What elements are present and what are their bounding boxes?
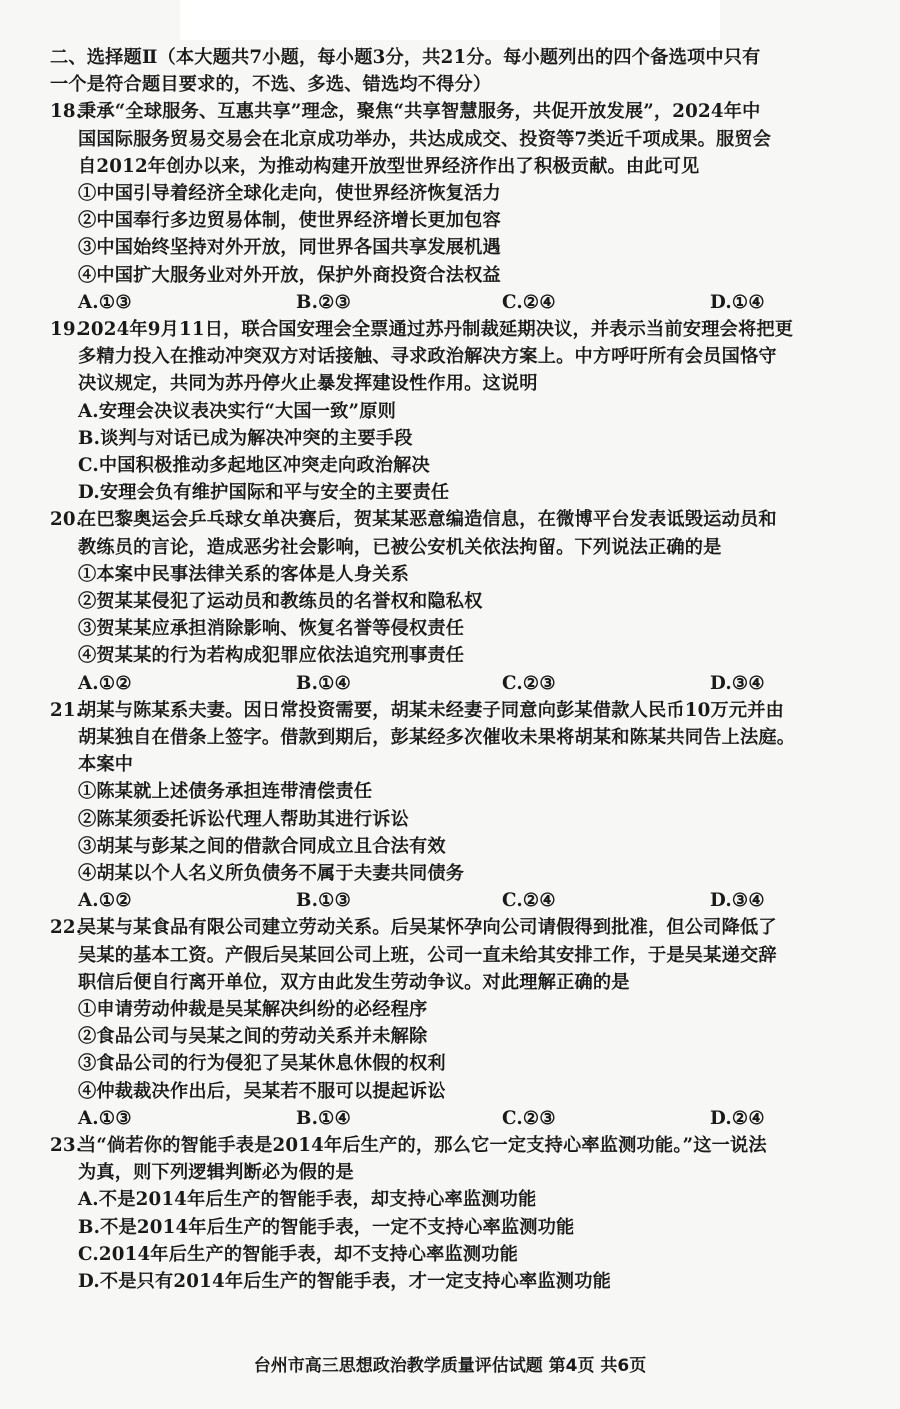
answer-choice-c[interactable]: C.②④ [502, 890, 556, 912]
answer-choice-a[interactable]: A.①② [78, 672, 132, 694]
question-stem [50, 697, 880, 779]
option-item: ②中国奉行多边贸易体制，使世界经济增长更加包容 [78, 210, 501, 232]
option-item: C.2014年后生产的智能手表，却不支持心率监测功能 [78, 1243, 519, 1265]
question-stem-line: 国国际服务贸易交易会在北京成功举办，共达成成交、投资等7类近千项成果。服贸会 [78, 128, 772, 150]
option-item: ①中国引导着经济全球化走向，使世界经济恢复活力 [78, 183, 501, 205]
question-stem-text: 秉承“全球服务、互惠共享”理念，聚焦“共享智慧服务，共促开放发展”，2024年中 [78, 101, 761, 123]
answer-choice-c[interactable]: C.②③ [502, 1107, 556, 1129]
option-item: ①本案中民事法律关系的客体是人身关系 [78, 563, 409, 585]
question-stem-line: 吴某的基本工资。产假后吴某回公司上班，公司一直未给其安排工作，于是吴某递交辞 [78, 944, 777, 966]
option-item: ②食品公司与吴某之间的劳动关系并未解除 [78, 1026, 428, 1048]
option-item: A.不是2014年后生产的智能手表，却支持心率监测功能 [78, 1189, 537, 1211]
option-item: ③食品公司的行为侵犯了吴某休息休假的权利 [78, 1053, 446, 1075]
question-stem-line: 教练员的言论，造成恶劣社会影响，已被公安机关依法拘留。下列说法正确的是 [78, 536, 722, 558]
question-stem-text: 2024年9月11日，联合国安理会全票通过苏丹制裁延期决议，并表示当前安理会将把更 [78, 319, 794, 341]
answer-choice-a[interactable]: A.①③ [78, 1107, 132, 1129]
answer-choices [78, 1105, 880, 1132]
question-21 [50, 697, 880, 915]
option-item: D.不是只有2014年后生产的智能手表，才一定支持心率监测功能 [78, 1271, 611, 1293]
question-stem-first-line [50, 506, 880, 533]
option-item: ③贺某某应承担消除影响、恢复名誉等侵权责任 [78, 618, 465, 640]
scan-top-band [180, 0, 720, 40]
option-item: ④中国扩大服务业对外开放，保护外商投资合法权益 [78, 264, 501, 286]
option-item: D.安理会负有维护国际和平与安全的主要责任 [78, 482, 450, 504]
question-number: 22. [50, 917, 83, 939]
question-stem-first-line [50, 1132, 880, 1159]
question-20 [50, 506, 880, 696]
answer-choices [78, 289, 880, 316]
question-stem-line: 职信后便自行离开单位，双方由此发生劳动争议。对此理解正确的是 [78, 971, 630, 993]
option-item: ②贺某某侵犯了运动员和教练员的名誉权和隐私权 [78, 591, 483, 613]
answer-choices [78, 670, 880, 697]
answer-choice-d[interactable]: D.①④ [710, 291, 765, 313]
answer-choice-b[interactable]: B.①④ [296, 672, 352, 694]
option-item: ③胡某与彭某之间的借款合同成立且合法有效 [78, 835, 446, 857]
question-stem [50, 316, 880, 398]
answer-choice-d[interactable]: D.②④ [710, 1107, 765, 1129]
option-item: B.谈判与对话已成为解决冲突的主要手段 [78, 427, 413, 449]
question-stem-line: 多精力投入在推动冲突双方对话接触、寻求政治解决方案上。中方呼吁所有会员国恪守 [78, 346, 777, 368]
option-item: A.安理会决议表决实行“大国一致”原则 [78, 400, 396, 422]
option-item: ①申请劳动仲裁是吴某解决纠纷的必经程序 [78, 999, 428, 1021]
question-22 [50, 914, 880, 1132]
answer-choice-d[interactable]: D.③④ [710, 890, 765, 912]
question-stem [50, 914, 880, 996]
section-header-line-1: 二、选择题Ⅱ（本大题共7小题，每小题3分，共21分。每小题列出的四个备选项中只有 [50, 47, 761, 68]
question-stem-line: 本案中 [78, 754, 134, 776]
question-stem-text: 吴某与某食品有限公司建立劳动关系。后吴某怀孕向公司请假得到批准，但公司降低了 [78, 917, 777, 939]
question-stem [50, 98, 880, 180]
option-item: ①陈某就上述债务承担连带清偿责任 [78, 781, 373, 803]
question-stem [50, 1132, 880, 1186]
question-stem-first-line [50, 914, 880, 941]
exam-content [50, 44, 880, 1295]
question-stem-text: 在巴黎奥运会乒乓球女单决赛后，贺某某恶意编造信息，在微博平台发表诋毁运动员和 [78, 509, 777, 531]
question-stem-line: 决议规定，共同为苏丹停火止暴发挥建设性作用。这说明 [78, 373, 538, 395]
question-stem [50, 506, 880, 560]
question-stem-first-line [50, 98, 880, 125]
question-18 [50, 98, 880, 316]
question-number: 18. [50, 101, 83, 123]
question-number: 21. [50, 699, 83, 721]
section-header [50, 44, 880, 98]
answer-choice-c[interactable]: C.②④ [502, 291, 556, 313]
option-item: ④贺某某的行为若构成犯罪应依法追究刑事责任 [78, 645, 465, 667]
question-stem-text: 当“倘若你的智能手表是2014年后生产的，那么它一定支持心率监测功能。”这一说法 [78, 1135, 767, 1157]
option-item: C.中国积极推动多起地区冲突走向政治解决 [78, 455, 430, 477]
answer-choice-a[interactable]: A.①② [78, 890, 132, 912]
option-item: ④仲裁裁决作出后，吴某若不服可以提起诉讼 [78, 1080, 446, 1102]
question-number: 19. [50, 319, 83, 341]
question-stem-line: 胡某独自在借条上签字。借款到期后，彭某经多次催收未果将胡某和陈某共同告上法庭。 [78, 727, 796, 749]
answer-choices [78, 887, 880, 914]
answer-choice-b[interactable]: B.①④ [296, 1107, 352, 1129]
answer-choice-b[interactable]: B.①③ [296, 890, 352, 912]
question-number: 23. [50, 1135, 83, 1157]
question-23 [50, 1132, 880, 1295]
option-item: ②陈某须委托诉讼代理人帮助其进行诉讼 [78, 808, 409, 830]
answer-choice-d[interactable]: D.③④ [710, 672, 765, 694]
question-stem-line: 为真，则下列逻辑判断必为假的是 [78, 1162, 354, 1184]
option-item: B.不是2014年后生产的智能手表，一定不支持心率监测功能 [78, 1216, 575, 1238]
option-item: ③中国始终坚持对外开放，同世界各国共享发展机遇 [78, 237, 501, 259]
answer-choice-c[interactable]: C.②③ [502, 672, 556, 694]
question-stem-first-line [50, 697, 880, 724]
section-header-line-2: 一个是符合题目要求的，不选、多选、错选均不得分） [50, 74, 492, 96]
question-stem-first-line [50, 316, 880, 343]
question-number: 20. [50, 509, 83, 531]
question-stem-text: 胡某与陈某系夫妻。因日常投资需要，胡某未经妻子同意向彭某借款人民币10万元并由 [78, 699, 785, 721]
answer-choice-a[interactable]: A.①③ [78, 291, 132, 313]
answer-choice-b[interactable]: B.②③ [296, 291, 352, 313]
question-list [50, 98, 880, 1295]
question-stem-line: 自2012年创办以来，为推动构建开放型世界经济作出了积极贡献。由此可见 [78, 155, 700, 177]
option-item: ④胡某以个人名义所负债务不属于夫妻共同债务 [78, 863, 465, 885]
question-19 [50, 316, 880, 506]
page-footer: 台州市高三思想政治教学质量评估试题 第4页 共6页 [253, 1356, 647, 1376]
